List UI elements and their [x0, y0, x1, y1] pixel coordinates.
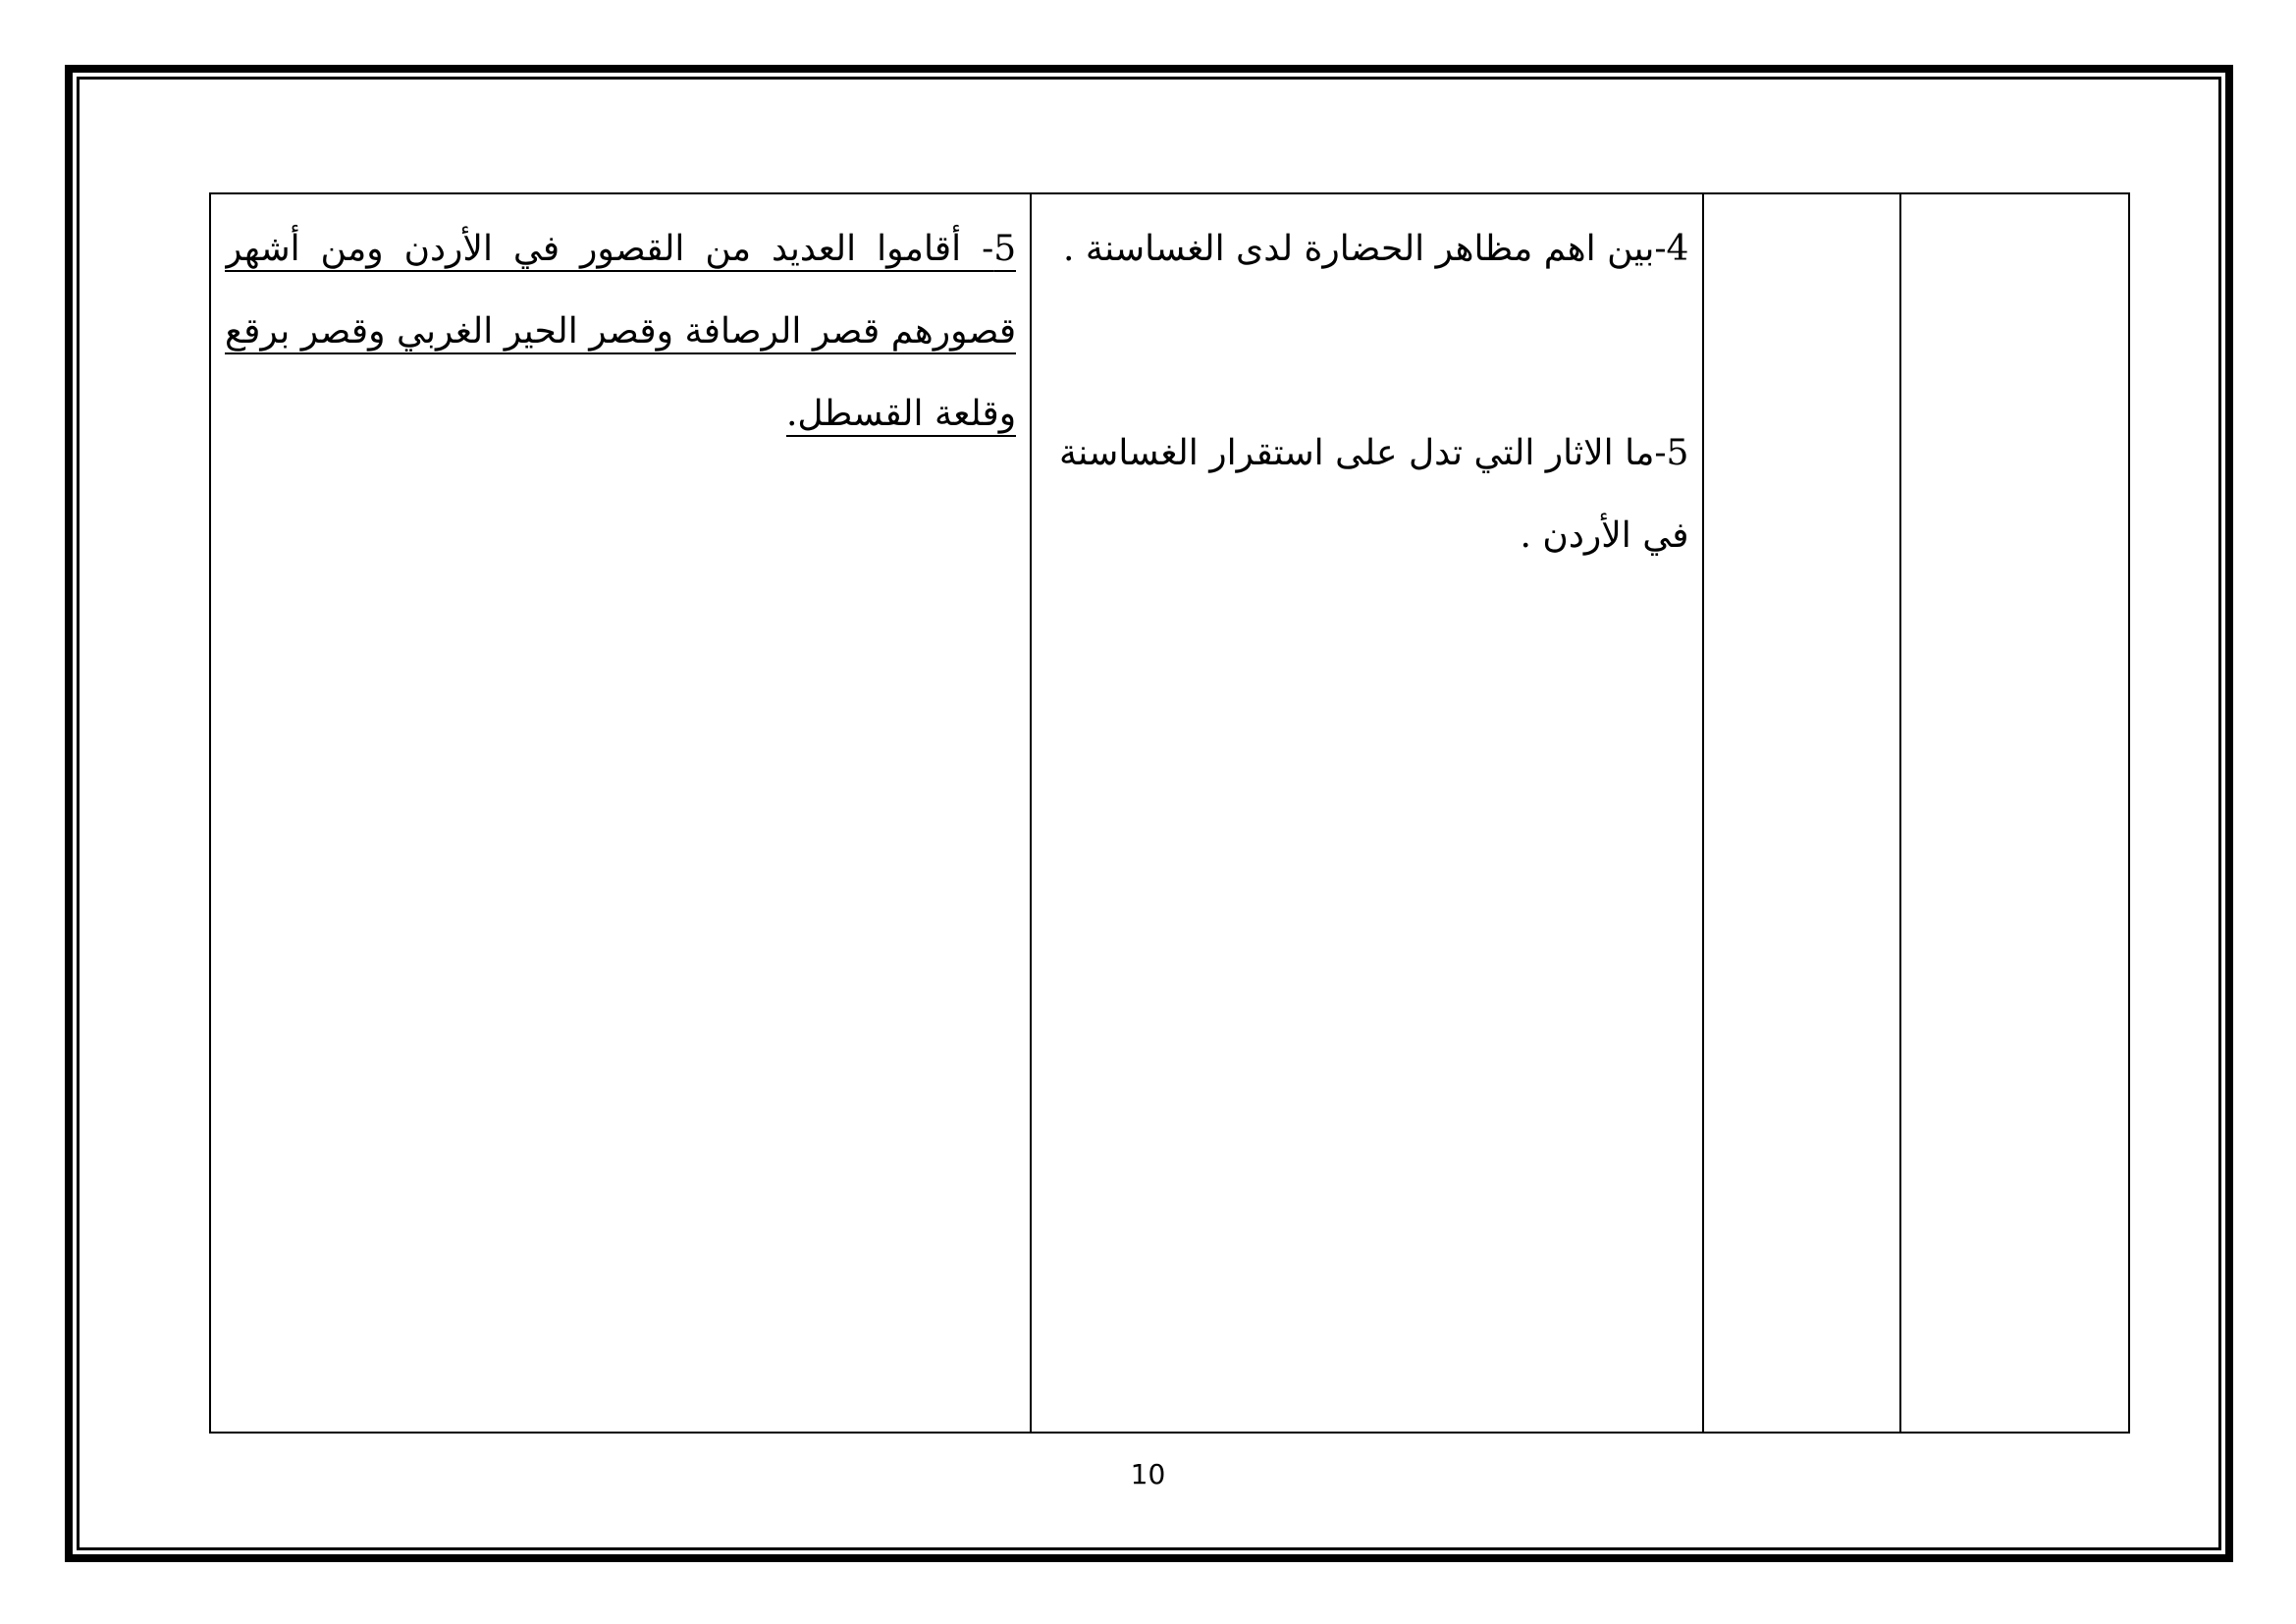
page-number: 10: [1130, 1458, 1166, 1490]
worksheet-table: [209, 192, 2130, 1434]
spacer: [1045, 373, 1688, 412]
question-line: 5-ما الاثار التي تدل على استقرار الغساسنة: [1059, 433, 1689, 473]
answer-line: قصورهم قصر الرصافة وقصر الحير الغربي وقصر برقع: [225, 311, 1017, 352]
question-line: 4-بين اهم مظاهر الحضارة لدى الغساسنة .: [1062, 229, 1689, 269]
empty-column: [1702, 194, 1899, 1432]
answer-line: 5- أقاموا العديد من القصور في الأردن ومن أشهر: [225, 229, 1017, 269]
empty-column: [1899, 194, 2128, 1432]
question-line: في الأردن .: [1520, 515, 1689, 556]
questions-column: [1030, 194, 1702, 1432]
blank-line: [1045, 291, 1688, 373]
answer-line: وقلعة القسطل.: [785, 394, 1017, 434]
answers-column: [211, 194, 1030, 1432]
